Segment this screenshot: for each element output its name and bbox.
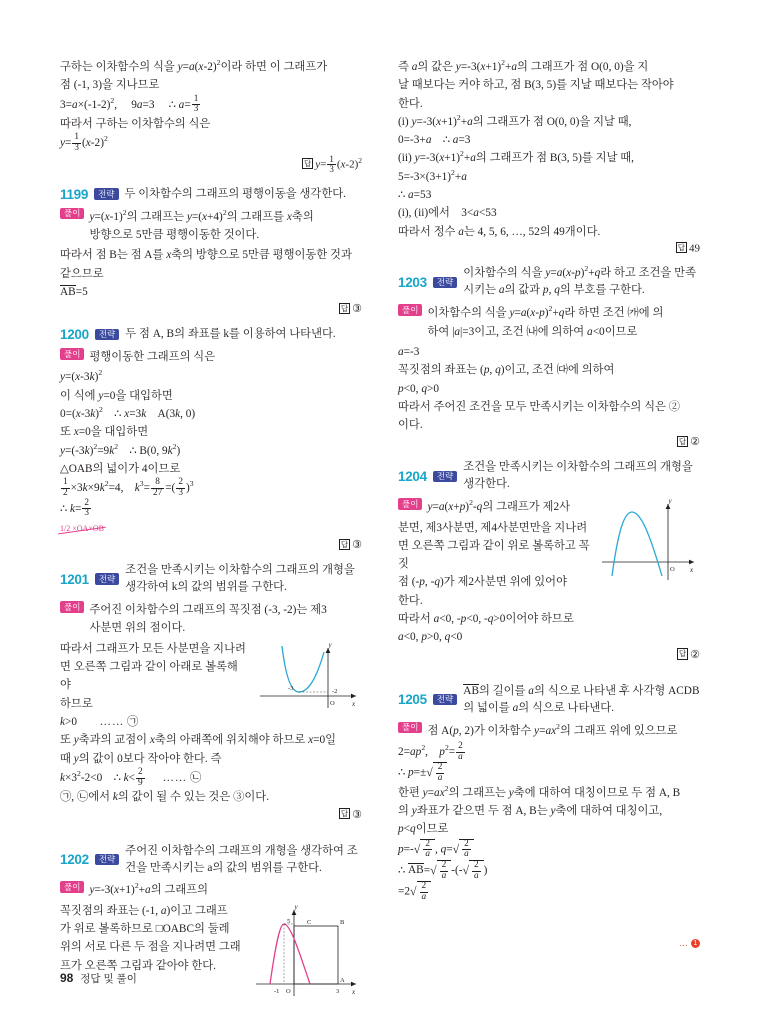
page-footer	[60, 971, 137, 986]
cont-line-1: 구하는 이차함수의 식을 $y=a(x-2)^2$이라 하면 이 그래프가	[60, 58, 328, 73]
sol-eq: $\frac{1}{2}$ $\times 3k\times 9k^2=4$, $k^3=$ $\frac{8}{27}$ =( $\frac{2}{3}$ )$^3$	[63, 477, 194, 498]
sol-line: 따라서 점 B는 점 A를 x축의 방향으로 5만큼 평행이동한 것과	[60, 249, 352, 262]
solution-body	[89, 208, 362, 245]
sol-line: 이다.	[398, 419, 423, 432]
case-eq: ∴ a=53	[398, 189, 432, 202]
sol-line: 방향으로 5만큼 평행이동한 것이다.	[89, 228, 260, 241]
sol-eq: p=-√ $\frac{2}{a}$ , q=√ $\frac{2}{a}$	[398, 839, 700, 860]
svg-text:-3: -3	[288, 684, 294, 692]
right-column	[398, 58, 700, 914]
sol-line: 주어진 이차함수의 그래프의 꼭짓점 (-3, -2)는 제3	[89, 604, 327, 617]
svg-text:y: y	[294, 902, 298, 911]
sol-eq: AB=5	[60, 285, 88, 298]
solution-row	[60, 348, 362, 366]
cont-line-5: y= $\frac{1}{3}$ $(x-2)^2$	[60, 132, 108, 154]
svg-text:O: O	[286, 987, 291, 995]
solution-body	[427, 498, 590, 516]
sol-eq: p<0, q>0	[398, 382, 440, 395]
sol-line: 이 식에 y=0을 대입하면	[60, 389, 173, 402]
answer-box-icon: 답	[678, 649, 687, 659]
continuation-block-right	[398, 58, 700, 254]
sol-line: 한편 $y=ax^2$의 그래프는 y축에 대하여 대칭이므로 두 점 A, B	[398, 783, 681, 799]
solution-row	[398, 304, 700, 341]
page-number: 98	[60, 971, 74, 985]
answer-box-icon: 답	[304, 158, 312, 168]
sol-line: 면 오른쪽 그림과 같이 아래로 볼록해야	[60, 661, 238, 692]
left-column	[60, 58, 362, 1020]
solution-row	[60, 881, 362, 899]
sol-line: 따라서 그래프가 모든 사분면을 지나려	[60, 642, 246, 655]
answer-line	[60, 302, 362, 315]
sol-line: p<q이므로	[398, 823, 449, 836]
strategy-text: 이차함수의 식을 $y=a(x-p)^2+q$라 하고 조건을 만족시키는 a의 값과 p, q의 부호를 구한다.	[463, 264, 696, 297]
sol-line: 같으므로	[60, 267, 104, 280]
svg-text:3: 3	[336, 987, 340, 995]
figure-1201	[252, 640, 362, 717]
sol-line: 위의 서로 다른 두 점을 지나려면 그래	[60, 941, 241, 954]
sol-line: 꼭짓점의 좌표는 (-1, a)이고 그래프	[60, 904, 228, 917]
answer-box-icon: 답	[340, 303, 349, 313]
answer-line	[398, 648, 700, 661]
sol-line: 따라서 a<0, -p<0, -q>0이어야 하므로	[398, 613, 574, 626]
hint-note	[60, 519, 362, 537]
sol-line: 의 y좌표가 같으면 두 점 A, B는 y축에 대하여 대칭이고,	[398, 805, 663, 818]
cont-line: 한다.	[398, 97, 423, 110]
problem-1201	[60, 562, 362, 831]
svg-text:y: y	[668, 498, 672, 506]
dots-icon: …	[679, 938, 689, 948]
solution-row	[60, 601, 362, 638]
sol-eq: ∴ p=±√ $\frac{2}{a}$	[398, 762, 700, 783]
sol-line: $y=-3(x+1)^2+a$의 그래프의	[89, 881, 209, 897]
svg-text:O: O	[330, 699, 335, 707]
sol-eq: a=-3	[398, 345, 420, 358]
svg-text:y: y	[328, 640, 332, 649]
svg-text:B: B	[340, 918, 345, 926]
answer-line: 답 y= $\frac{1}{3}$ $(x-2)^2$	[304, 153, 362, 175]
parabola-graph-1204	[596, 498, 700, 586]
answer-line	[398, 435, 700, 448]
sol-eq: k>0 …… ㉠	[60, 715, 139, 728]
strategy-tag: 전략	[94, 188, 118, 200]
strategy-text: 주어진 이차함수의 그래프의 개형을 생각하여 조건을 만족시키는 a의 값의 범위를 구한다.	[125, 844, 358, 874]
answer-line	[60, 808, 362, 821]
problem-number: 1199	[60, 186, 89, 202]
problem-number: 1202	[60, 852, 89, 867]
sol-line: △OAB의 넓이가 4이므로	[60, 462, 181, 475]
problem-1200	[60, 326, 362, 551]
sol-eq: a<0, p>0, q<0	[398, 631, 463, 644]
solution-tag: 풀이	[398, 498, 422, 510]
sol-line: 한다.	[398, 594, 423, 607]
sol-line: ㉠, ㉡에서 k의 값이 될 수 있는 것은 ③이다.	[60, 791, 270, 804]
answer-value: ②	[690, 648, 700, 661]
sol-line: 프가 오른쪽 그림과 같아야 한다.	[60, 959, 216, 972]
problem-1204	[398, 459, 700, 671]
case-line: (i) $y=-3(x+1)^2+a$의 그래프가 점 O(0, 0)을 지날 때,	[398, 113, 632, 128]
figure-1202	[250, 902, 362, 1007]
problem-1204-header	[398, 459, 700, 493]
svg-text:x: x	[352, 699, 356, 708]
answer-value: 49	[689, 242, 700, 255]
sol-line: $y=a(x+p)^2-q$의 그래프가 제2사	[427, 498, 571, 514]
sol-eq: $0=(x-3k)^2$ ∴ x=3k A(3k, 0)	[60, 405, 196, 420]
sol-eq: $y=(x-3k)^2$	[60, 368, 103, 384]
strategy-tag: 전략	[95, 573, 119, 585]
svg-text:A: A	[340, 976, 345, 984]
answer-box-icon: 답	[340, 539, 349, 549]
problem-1205-header	[398, 683, 700, 717]
parabola-graph-1201	[252, 640, 362, 712]
cont-line: (i), (ii)에서 3<a<53	[398, 207, 497, 220]
cont-line-2: 점 (-1, 3)을 지나므로	[60, 79, 160, 92]
problem-1202-header	[60, 843, 362, 877]
sol-line: 따라서 주어진 조건을 모두 만족시키는 이차함수의 식은 ②	[398, 400, 681, 413]
strategy-text: 두 이차함수의 그래프의 평행이동을 생각한다.	[124, 187, 346, 200]
answer-line	[398, 242, 700, 255]
sol-eq: ∴ k= $\frac{2}{3}$	[60, 497, 90, 519]
svg-text:x: x	[690, 566, 694, 575]
sol-eq: ∴ AB=√ $\frac{2}{a}$ -(-√ $\frac{2}{a}$ )	[398, 860, 488, 881]
solution-tag: 풀이	[60, 601, 84, 613]
problem-1203	[398, 265, 700, 448]
case-eq: $5=-3\times(3+1)^2+a$	[398, 168, 467, 183]
cont-line: 즉 a의 값은 $y=-3(x+1)^2+a$의 그래프가 점 O(0, 0)을 지	[398, 58, 649, 73]
solution-tag: 풀이	[60, 348, 84, 360]
svg-text:C: C	[307, 918, 312, 926]
sol-line: 이차함수의 식을 $y=a(x-p)^2+q$라 하면 조건 ㈎에 의	[427, 304, 664, 320]
solution-body	[89, 881, 362, 899]
answer-box-icon: 답	[340, 809, 349, 819]
strategy-text: 조건을 만족시키는 이차함수의 그래프의 개형을 생각하여 k의 값의 범위를 구한다.	[125, 564, 355, 594]
svg-text:O: O	[670, 566, 675, 574]
sol-line: 점 (-p, -q)가 제2사분면 위에 있어야	[398, 576, 568, 589]
hint-text: 1/2 ×OA×OB	[60, 523, 104, 536]
strategy-tag: 전략	[433, 471, 457, 483]
strategy-tag: 전략	[433, 277, 457, 289]
problem-1205	[398, 683, 700, 903]
svg-text:-2: -2	[332, 687, 338, 695]
sol-eq: $y=(-3k)^2=9k^2$ ∴ B(0, $9k^2$)	[60, 441, 181, 457]
problem-1199	[60, 186, 362, 315]
problem-1199-header	[60, 186, 362, 203]
sol-line: $y=(x-1)^2$의 그래프는 $y=(x+4)^2$의 그래프를 x축의	[89, 207, 314, 223]
sol-line: 면 오른쪽 그림과 같이 위로 볼록하고 꼭짓	[398, 539, 590, 571]
problem-number: 1203	[398, 274, 427, 290]
solution-tag: 풀이	[60, 208, 84, 220]
svg-text:x: x	[352, 987, 356, 996]
cont-line: 날 때보다는 커야 하고, 점 B(3, 5)를 지날 때보다는 작아야	[398, 79, 674, 92]
sol-line: 또 y축과의 교점이 x축의 아래쪽에 위치해야 하므로 x=0일	[60, 734, 337, 747]
problem-number: 1205	[398, 692, 427, 708]
problem-number: 1200	[60, 327, 89, 343]
strategy-text: 조건을 만족시키는 이차함수의 그래프의 개형을 생각한다.	[463, 461, 693, 491]
strategy-tag: 전략	[433, 694, 457, 706]
case-eq: 0=-3+a ∴ a=3	[398, 134, 471, 147]
solution-body	[427, 304, 700, 341]
solution-tag: 풀이	[398, 722, 422, 734]
solution-row	[398, 498, 590, 516]
solution-body	[89, 348, 362, 366]
strategy-text: 두 점 A, B의 좌표를 k를 이용하여 나타낸다.	[125, 328, 336, 341]
solution-row	[398, 722, 700, 740]
problem-1200-header	[60, 326, 362, 343]
answer-value: ③	[352, 808, 362, 821]
sol-line: 때 y의 값이 0보다 작아야 한다. 즉	[60, 752, 222, 765]
problem-1201-header	[60, 562, 362, 596]
sol-line: 평행이동한 그래프의 식은	[89, 351, 216, 364]
sol-line: 또 x=0을 대입하면	[60, 426, 149, 439]
answer-line	[60, 538, 362, 551]
parabola-rect-graph-1202	[250, 902, 362, 1002]
problem-number: 1201	[60, 571, 89, 587]
continuation-marker	[679, 938, 700, 948]
figure-1204	[596, 498, 700, 591]
answer-value: ③	[352, 303, 362, 316]
sol-eq: =2√ $\frac{2}{a}$	[398, 881, 700, 902]
footer-label: 정답 및 풀이	[80, 973, 137, 985]
svg-text:5: 5	[287, 917, 291, 925]
badge-icon: 1	[691, 939, 700, 948]
solution-body	[89, 601, 362, 638]
problem-1203-header	[398, 265, 700, 299]
sol-eq: $2=ap^2$, $p^2=$ $\frac{2}{a}$	[398, 740, 463, 762]
solution-tag: 풀이	[60, 881, 84, 893]
answer-value: ②	[690, 436, 700, 449]
solution-row	[60, 208, 362, 245]
sol-line: 꼭짓점의 좌표는 (p, q)이고, 조건 ㈐에 의하여	[398, 364, 615, 377]
sol-line: 하므로	[60, 697, 93, 710]
solution-body	[427, 722, 700, 740]
sol-line: 가 위로 볼록하므로 □OABC의 둘레	[60, 923, 230, 936]
strategy-tag: 전략	[95, 854, 119, 866]
cont-line-4: 따라서 구하는 이차함수의 식은	[60, 118, 211, 131]
sol-line: 분면, 제3사분면, 제4사분면만을 지나려	[398, 521, 588, 534]
answer-box-icon: 답	[678, 436, 687, 446]
answer-box-icon: 답	[677, 242, 685, 252]
case-line: (ii) $y=-3(x+1)^2+a$의 그래프가 점 B(3, 5)를 지날 때,	[398, 149, 634, 165]
strategy-text: AB의 길이를 a의 식으로 나타낸 후 사각형 ACDB의 넓이를 a의 식으로 나타낸다.	[463, 684, 700, 714]
solution-tag: 풀이	[398, 304, 422, 316]
continuation-block	[60, 58, 362, 175]
strategy-tag: 전략	[95, 329, 119, 341]
sol-eq: $k\times 3^2-2<0$ ∴ k< $\frac{2}{9}$ …… ㉡	[60, 766, 202, 788]
answer-value: ③	[352, 539, 362, 552]
sol-line: 하여 |a|=3이고, 조건 ㈏에 의하여 a<0이므로	[427, 325, 638, 338]
cont-line-3: $3=a\times(-1-2)^2$, 9a=3 ∴ a= $\frac{1}{3}$	[60, 93, 199, 115]
problem-number: 1204	[398, 468, 427, 484]
svg-text:-1: -1	[274, 987, 280, 995]
cont-line: 따라서 정수 a는 4, 5, 6, …, 52의 49개이다.	[398, 225, 601, 238]
sol-line: 점 A(p, 2)가 이차함수 $y=ax^2$의 그래프 위에 있으므로	[427, 721, 678, 737]
sol-line: 사분면 위의 점이다.	[89, 622, 186, 635]
